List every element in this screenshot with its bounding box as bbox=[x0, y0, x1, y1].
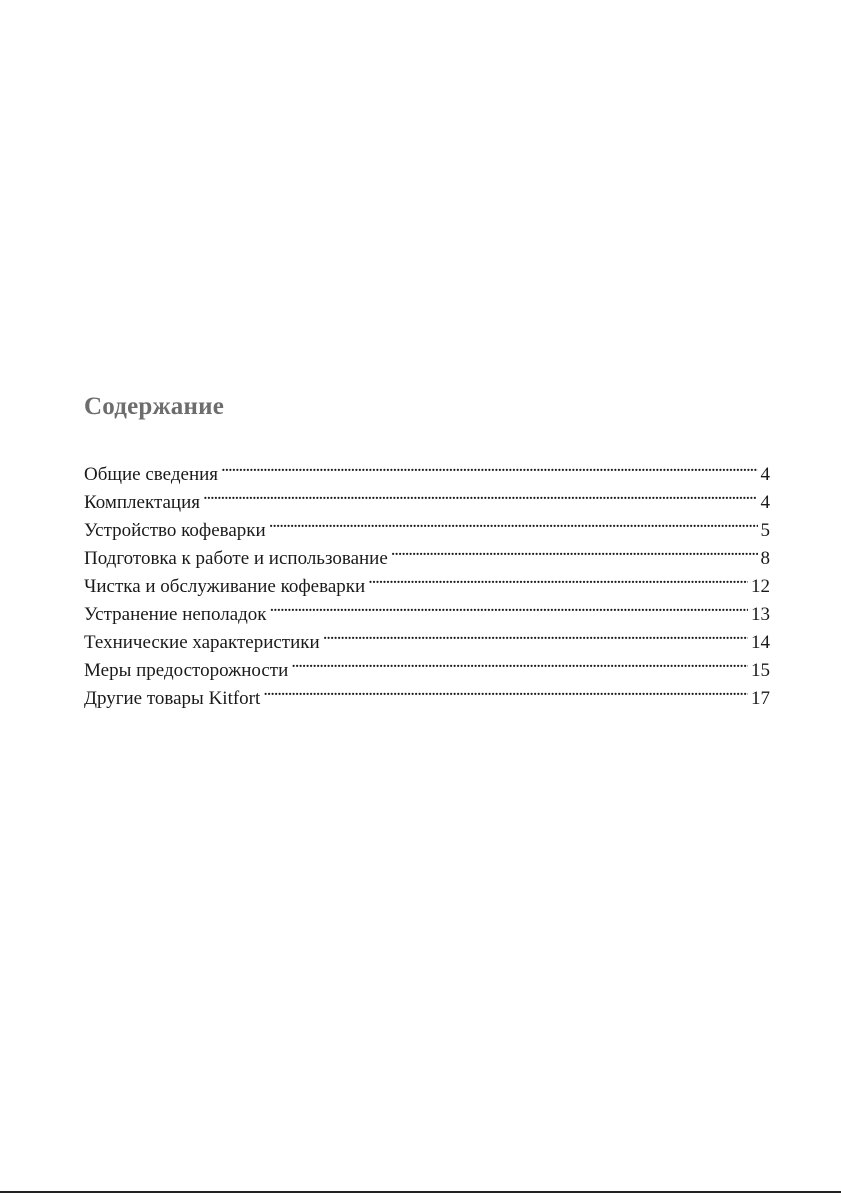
toc-entry-page: 4 bbox=[760, 492, 770, 513]
toc-entry-page: 15 bbox=[751, 660, 770, 681]
toc-entry-title: Технические характеристики bbox=[84, 632, 320, 653]
toc-entry-title: Меры предосторожности bbox=[84, 660, 289, 681]
toc-entry-page: 17 bbox=[751, 688, 770, 709]
dot-leader bbox=[291, 648, 748, 676]
toc-entry-title: Комплектация bbox=[84, 492, 200, 513]
toc-entry-title: Другие товары Kitfort bbox=[84, 688, 261, 709]
toc-title: Содержание bbox=[84, 393, 225, 420]
table-of-contents bbox=[84, 392, 770, 709]
toc-entry-title: Подготовка к работе и использование bbox=[84, 548, 388, 569]
toc-entry-title: Устройство кофеварки bbox=[84, 520, 266, 541]
dot-leader bbox=[263, 676, 748, 704]
toc-entry[interactable] bbox=[84, 452, 770, 485]
toc-entry-title: Общие сведения bbox=[84, 464, 219, 485]
dot-leader bbox=[323, 620, 748, 648]
toc-entry-title: Устранение неполадок bbox=[84, 604, 267, 625]
toc-entry-page: 4 bbox=[760, 464, 770, 485]
toc-entry-page: 14 bbox=[751, 632, 770, 653]
toc-entry-page: 8 bbox=[760, 548, 770, 569]
dot-leader bbox=[368, 564, 748, 592]
toc-entry-page: 5 bbox=[760, 520, 770, 541]
toc-entry-title: Чистка и обслуживание кофеварки bbox=[84, 576, 366, 597]
dot-leader bbox=[221, 452, 757, 480]
toc-list bbox=[84, 452, 770, 709]
toc-entry-page: 12 bbox=[751, 576, 770, 597]
dot-leader bbox=[391, 536, 758, 564]
dot-leader bbox=[203, 480, 758, 508]
dot-leader bbox=[269, 508, 758, 536]
toc-entry-page: 13 bbox=[751, 604, 770, 625]
dot-leader bbox=[270, 592, 748, 620]
